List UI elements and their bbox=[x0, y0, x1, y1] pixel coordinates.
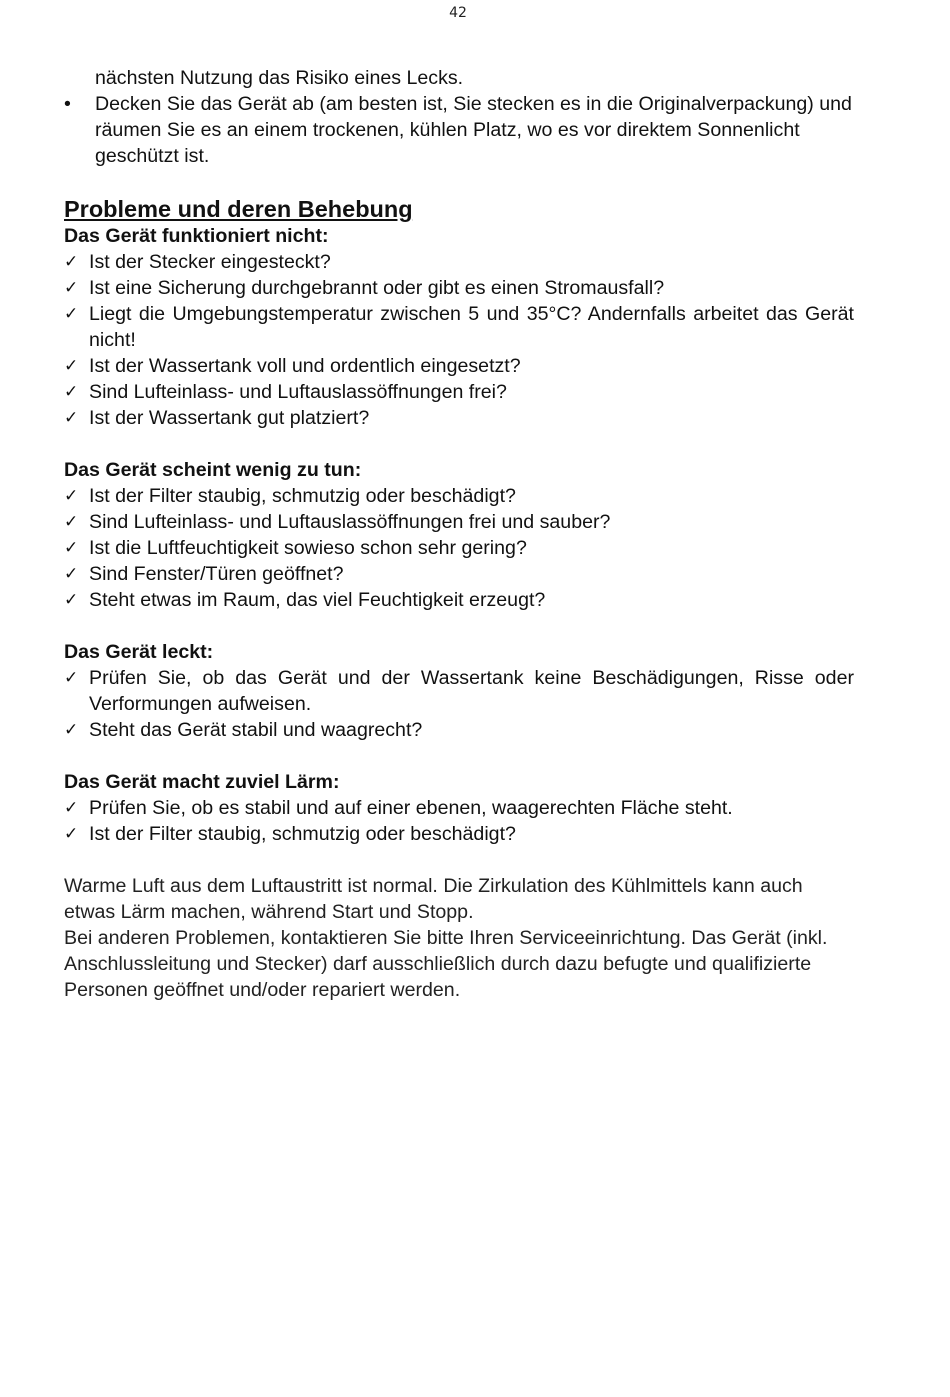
checklist-item: ✓ Ist der Filter staubig, schmutzig oder beschädigt? bbox=[64, 823, 516, 845]
checkmark-icon: ✓ bbox=[64, 798, 79, 818]
intro-continuation: nächsten Nutzung das Risiko eines Lecks. bbox=[95, 67, 464, 89]
checkmark-icon: ✓ bbox=[64, 486, 79, 506]
page-number: 42 bbox=[449, 5, 467, 21]
checklist-leaking bbox=[64, 665, 854, 743]
checkmark-icon: ✓ bbox=[64, 590, 79, 610]
checklist-item: ✓ Ist der Stecker eingesteckt? bbox=[64, 251, 331, 273]
group-heading-low-performance: Das Gerät scheint wenig zu tun: bbox=[64, 459, 362, 481]
checklist-noise bbox=[64, 795, 854, 847]
group-heading-leaking: Das Gerät leckt: bbox=[64, 641, 214, 663]
checkmark-icon: ✓ bbox=[64, 278, 79, 298]
checklist-item: ✓ Steht etwas im Raum, das viel Feuchtigkeit erzeugt? bbox=[64, 589, 546, 611]
checkmark-icon: ✓ bbox=[64, 824, 79, 844]
group-heading-not-working: Das Gerät funktioniert nicht: bbox=[64, 225, 329, 247]
checkmark-icon: ✓ bbox=[64, 304, 79, 324]
checklist-item: ✓ Ist die Luftfeuchtigkeit sowieso schon sehr gering? bbox=[64, 537, 527, 559]
checkmark-icon: ✓ bbox=[64, 538, 79, 558]
closing-paragraph-1: Warme Luft aus dem Luftaustritt ist normal. Die Zirkulation des Kühlmittels kann auch etwas Lärm machen, während Start und Stopp. bbox=[64, 875, 803, 923]
group-heading-noise: Das Gerät macht zuviel Lärm: bbox=[64, 771, 340, 793]
checklist-low-performance bbox=[64, 483, 854, 613]
checklist-item: ✓ Steht das Gerät stabil und waagrecht? bbox=[64, 719, 423, 741]
checklist-item: ✓ Ist eine Sicherung durchgebrannt oder gibt es einen Stromausfall? bbox=[64, 277, 665, 299]
checkmark-icon: ✓ bbox=[64, 382, 79, 402]
closing-notes bbox=[64, 873, 854, 1003]
closing-paragraph-2: Bei anderen Problemen, kontaktieren Sie bitte Ihren Serviceeinrichtung. Das Gerät (inkl. Anschlussleitung und Stecker) darf ausschließlich durch dazu befugte und qualifizierte Personen geöffnet und/oder repariert werden. bbox=[64, 927, 828, 1001]
checkmark-icon: ✓ bbox=[64, 252, 79, 272]
checklist-item: ✓ Sind Lufteinlass- und Luftauslassöffnungen frei und sauber? bbox=[64, 511, 611, 533]
checklist-item: ✓ Ist der Filter staubig, schmutzig oder beschädigt? bbox=[64, 485, 516, 507]
checkmark-icon: ✓ bbox=[64, 356, 79, 376]
checkmark-icon: ✓ bbox=[64, 564, 79, 584]
document-body bbox=[64, 65, 854, 1003]
checklist-item: ✓ Sind Fenster/Türen geöffnet? bbox=[64, 563, 344, 585]
checkmark-icon: ✓ bbox=[64, 720, 79, 740]
bullet-icon: • bbox=[64, 93, 71, 115]
checklist-not-working bbox=[64, 249, 854, 431]
checklist-item: ✓ Ist der Wassertank gut platziert? bbox=[64, 407, 370, 429]
checklist-item: ✓ Prüfen Sie, ob das Gerät und der Wassertank keine Beschädigungen, Risse oder Verformungen aufweisen. bbox=[64, 667, 854, 715]
checklist-item: ✓ Liegt die Umgebungstemperatur zwischen 5 und 35°C? Andernfalls arbeitet das Gerät nicht! bbox=[64, 303, 854, 351]
checkmark-icon: ✓ bbox=[64, 668, 79, 688]
section-title: Probleme und deren Behebung bbox=[64, 196, 413, 222]
checklist-item: ✓ Sind Lufteinlass- und Luftauslassöffnungen frei? bbox=[64, 381, 507, 403]
checkmark-icon: ✓ bbox=[64, 512, 79, 532]
checkmark-icon: ✓ bbox=[64, 408, 79, 428]
checklist-item: ✓ Ist der Wassertank voll und ordentlich eingesetzt? bbox=[64, 355, 521, 377]
intro-bullet-item bbox=[64, 91, 854, 169]
intro-bullet-text: Decken Sie das Gerät ab (am besten ist, Sie stecken es in die Originalverpackung) und räumen Sie es an einem trockenen, kühlen Platz, wo es vor direktem Sonnenlicht geschützt ist. bbox=[95, 93, 852, 167]
checklist-item: ✓ Prüfen Sie, ob es stabil und auf einer ebenen, waagerechten Fläche steht. bbox=[64, 797, 733, 819]
